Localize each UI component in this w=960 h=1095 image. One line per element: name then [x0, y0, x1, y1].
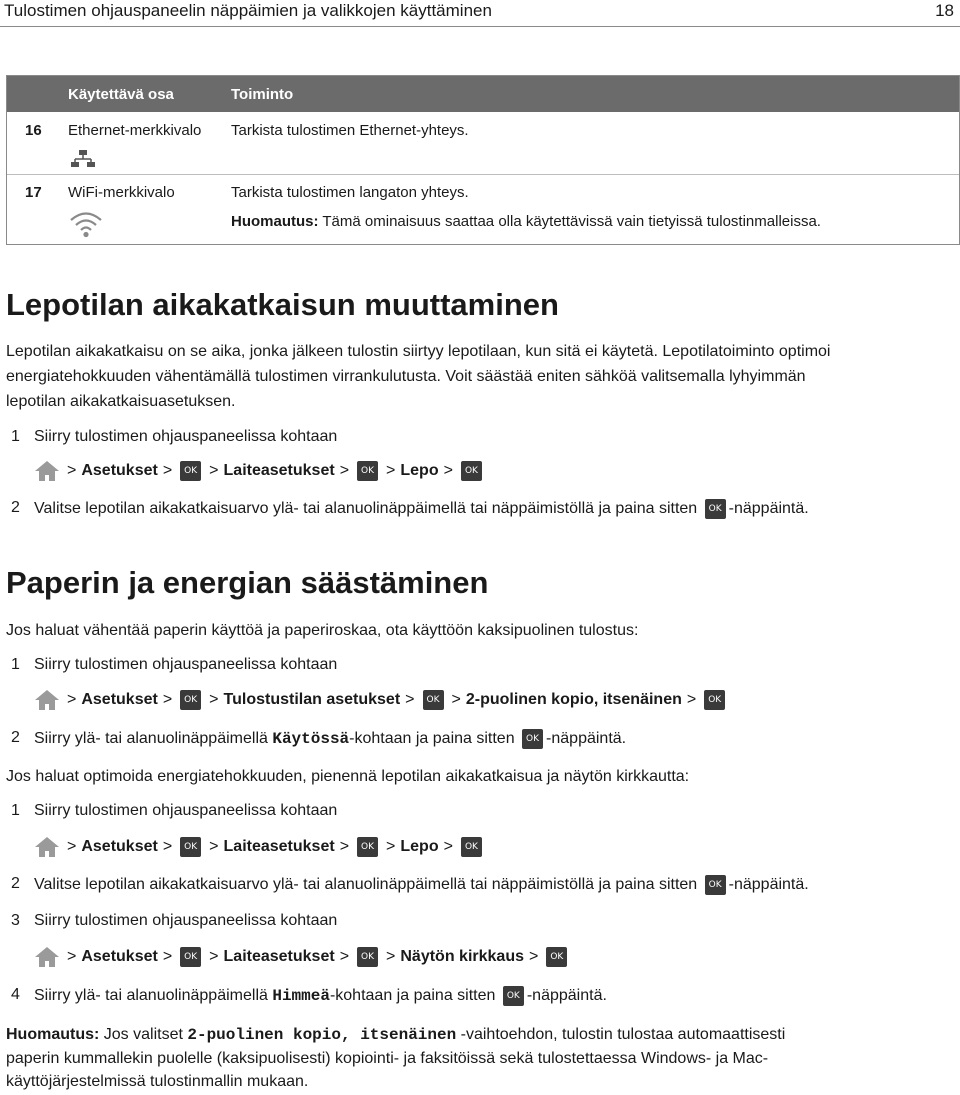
- row-divider: [7, 174, 959, 175]
- menu-path: > Asetukset > OK > Laiteasetukset > OK > Lepo > OK: [34, 459, 485, 483]
- note-line: Huomautus: Jos valitset 2-puolinen kopio, itsenäinen -vaihtoehdon, tulostin tulostaa automaattisesti: [6, 1026, 786, 1044]
- ok-button-icon: OK: [705, 499, 726, 519]
- path-item: Asetukset: [81, 462, 158, 479]
- home-icon: [34, 689, 60, 711]
- home-icon: [34, 460, 60, 482]
- controls-table: [6, 75, 960, 245]
- path-item: Lepo: [400, 838, 439, 855]
- menu-path: > Asetukset > OK > Laiteasetukset > OK > Näytön kirkkaus > OK: [34, 945, 570, 969]
- step-number: 1: [11, 802, 20, 819]
- path-item: Asetukset: [81, 691, 158, 708]
- step-number: 1: [11, 428, 20, 445]
- ok-button-icon: OK: [423, 690, 444, 710]
- ok-button-icon: OK: [461, 461, 482, 481]
- row-function: Tarkista tulostimen langaton yhteys.: [231, 184, 469, 201]
- path-item: Laiteasetukset: [223, 948, 335, 965]
- column-header-part: Käytettävä osa: [68, 86, 174, 103]
- path-item: Laiteasetukset: [223, 838, 335, 855]
- path-item: Lepo: [400, 462, 439, 479]
- note-label: Huomautus:: [6, 1026, 100, 1043]
- note-line: paperin kummallekin puolelle (kaksipuolisesti) kopiointi- ja faksitöissä sekä tulostettaessa Windows- ja Mac-: [6, 1050, 769, 1067]
- step-text: Siirry tulostimen ohjauspaneelissa kohtaan: [34, 656, 338, 673]
- ok-button-icon: OK: [546, 947, 567, 967]
- paragraph-line: Lepotilan aikakatkaisu on se aika, jonka jälkeen tulostin siirtyy lepotilaan, kun sitä ei käytetä. Lepotilatoiminto optimoi: [6, 343, 831, 360]
- paragraph-line: energiatehokkuuden vähentämällä tulostimen virrankulutusta. Voit säästää eniten sähköä valitsemalla lyhyimmän: [6, 368, 806, 385]
- note-label: Huomautus:: [231, 213, 319, 230]
- step-number: 2: [11, 499, 20, 516]
- menu-value: Käytössä: [272, 730, 350, 749]
- ok-button-icon: OK: [180, 947, 201, 967]
- menu-value: 2-puolinen kopio, itsenäinen: [187, 1026, 457, 1044]
- table-header: [7, 76, 959, 112]
- row-function: Tarkista tulostimen Ethernet-yhteys.: [231, 122, 469, 139]
- row-number: 16: [25, 122, 42, 139]
- step-text: Siirry ylä- tai alanuolinäppäimellä Käytössä-kohtaan ja paina sitten OK -näppäintä.: [34, 730, 627, 749]
- path-item: Asetukset: [81, 838, 158, 855]
- ethernet-icon: [71, 149, 95, 169]
- ok-button-icon: OK: [357, 461, 378, 481]
- step-number: 1: [11, 656, 20, 673]
- step-text: Siirry tulostimen ohjauspaneelissa kohtaan: [34, 802, 338, 819]
- paragraph-line: Jos haluat vähentää paperin käyttöä ja paperiroskaa, ota käyttöön kaksipuolinen tulostus:: [6, 622, 639, 639]
- step-text: Valitse lepotilan aikakatkaisuarvo ylä- tai alanuolinäppäimellä tai näppäimistöllä ja paina sitten OK -näppäintä.: [34, 876, 809, 894]
- step-number: 4: [11, 986, 20, 1003]
- step-text: Siirry tulostimen ohjauspaneelissa kohtaan: [34, 912, 338, 929]
- menu-value: Himmeä: [272, 987, 330, 1006]
- ok-button-icon: OK: [180, 690, 201, 710]
- step-text: Siirry tulostimen ohjauspaneelissa kohtaan: [34, 428, 338, 445]
- ok-button-icon: OK: [461, 837, 482, 857]
- note-text: Tämä ominaisuus saattaa olla käytettävissä vain tietyissä tulostinmalleissa.: [318, 213, 821, 230]
- paragraph-line: Jos haluat optimoida energiatehokkuuden, pienennä lepotilan aikakatkaisua ja näytön kirkkautta:: [6, 768, 690, 785]
- path-item: Asetukset: [81, 948, 158, 965]
- ok-button-icon: OK: [705, 875, 726, 895]
- note-line: käyttöjärjestelmissä tulostinmallin mukaan.: [6, 1073, 309, 1090]
- step-text: Valitse lepotilan aikakatkaisuarvo ylä- tai alanuolinäppäimellä tai näppäimistöllä ja paina sitten OK -näppäintä.: [34, 500, 809, 518]
- page-header: [0, 0, 960, 27]
- page-number: 18: [935, 1, 954, 20]
- ok-button-icon: OK: [522, 729, 543, 749]
- ok-button-icon: OK: [180, 837, 201, 857]
- path-item: Tulostustilan asetukset: [223, 691, 401, 708]
- path-item: Näytön kirkkaus: [400, 948, 524, 965]
- row-part-label: WiFi-merkkivalo: [68, 184, 175, 201]
- row-number: 17: [25, 184, 42, 201]
- section-title-sleep: Lepotilan aikakatkaisun muuttaminen: [6, 287, 559, 322]
- page-header-title: Tulostimen ohjauspaneelin näppäimien ja valikkojen käyttäminen: [4, 1, 492, 20]
- step-number: 2: [11, 875, 20, 892]
- path-item: Laiteasetukset: [223, 462, 335, 479]
- ok-button-icon: OK: [503, 986, 524, 1006]
- ok-button-icon: OK: [357, 837, 378, 857]
- paragraph-line: lepotilan aikakatkaisuasetuksen.: [6, 393, 236, 410]
- section-title-paper: Paperin ja energian säästäminen: [6, 565, 489, 600]
- row-part-label: Ethernet-merkkivalo: [68, 122, 202, 139]
- step-text: Siirry ylä- tai alanuolinäppäimellä Himmeä-kohtaan ja paina sitten OK -näppäintä.: [34, 987, 607, 1006]
- menu-path: > Asetukset > OK > Tulostustilan asetukset > OK > 2-puolinen kopio, itsenäinen > OK: [34, 688, 728, 712]
- ok-button-icon: OK: [180, 461, 201, 481]
- home-icon: [34, 946, 60, 968]
- ok-button-icon: OK: [704, 690, 725, 710]
- row-note: [231, 213, 821, 230]
- wifi-icon: [69, 210, 103, 238]
- column-header-function: Toiminto: [231, 86, 294, 103]
- ok-button-icon: OK: [357, 947, 378, 967]
- step-number: 3: [11, 912, 20, 929]
- home-icon: [34, 836, 60, 858]
- path-item: 2-puolinen kopio, itsenäinen: [465, 691, 682, 708]
- step-number: 2: [11, 729, 20, 746]
- menu-path: > Asetukset > OK > Laiteasetukset > OK > Lepo > OK: [34, 835, 485, 859]
